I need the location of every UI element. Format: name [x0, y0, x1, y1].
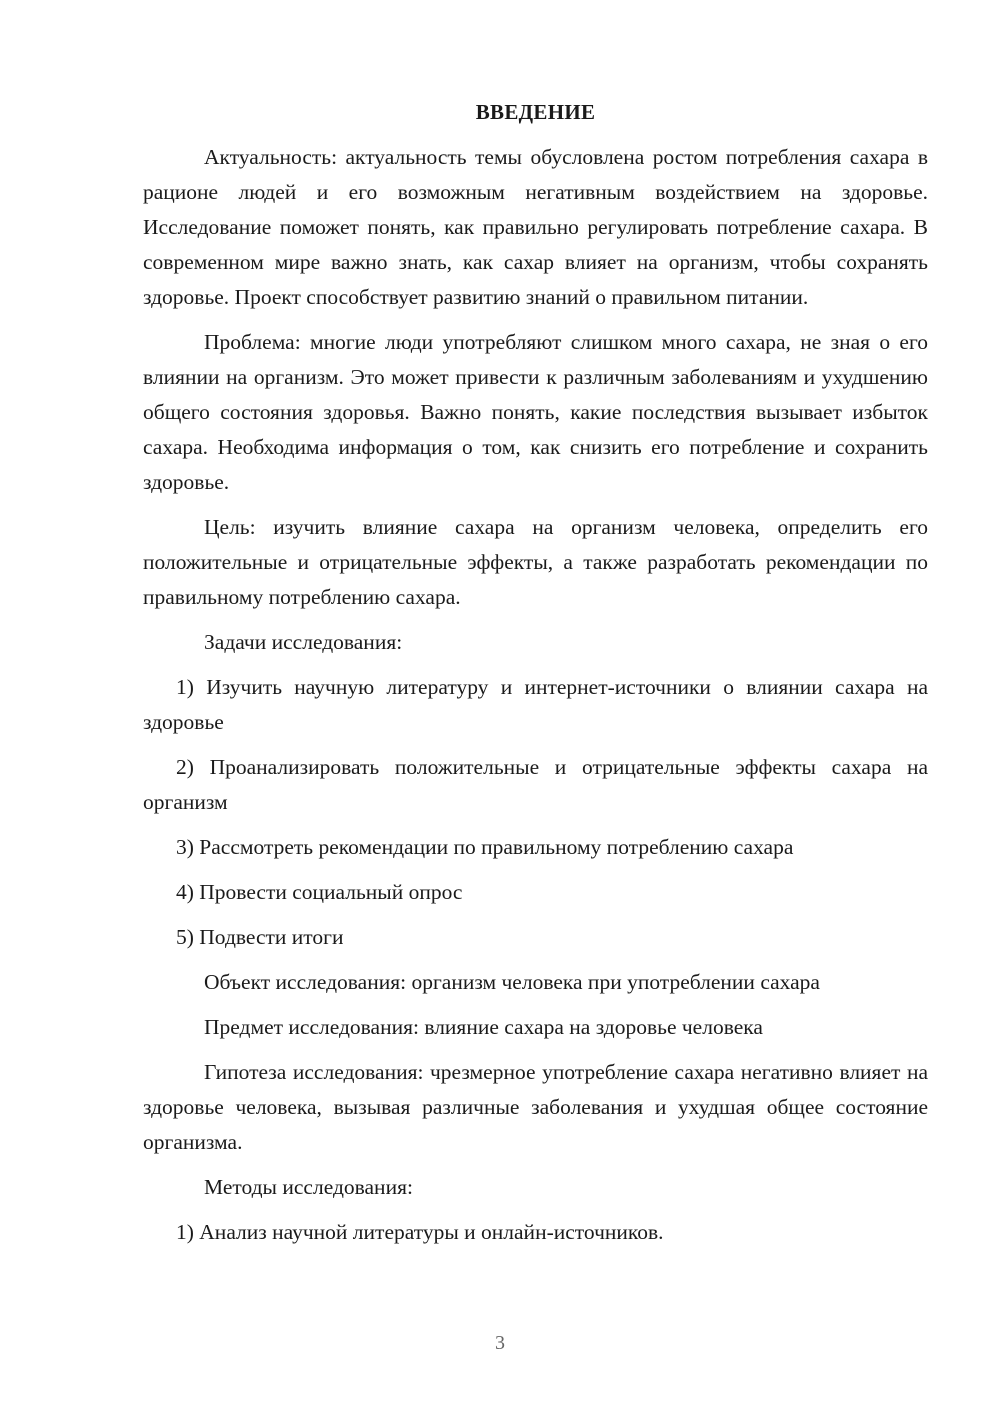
- paragraph-problem: Проблема: многие люди употребляют слишком много сахара, не зная о его влиянии на организм. Это может привести к различным заболеваниям и ухудшению общего состояния здоровья. Важно понять, какие последствия вызывает избыток сахара. Необходима информация о том, как снизить его потребление и сохранить здоровье.: [143, 330, 928, 494]
- paragraph-subject: Предмет исследования: влияние сахара на здоровье человека: [204, 1015, 763, 1039]
- methods-heading: Методы исследования:: [204, 1175, 413, 1199]
- task-item-4: 4) Провести социальный опрос: [176, 880, 463, 904]
- task-item-5: 5) Подвести итоги: [176, 925, 344, 949]
- paragraph-object: Объект исследования: организм человека при употреблении сахара: [204, 970, 820, 994]
- paragraph-goal: Цель: изучить влияние сахара на организм человека, определить его положительные и отрицательные эффекты, а также разработать рекомендации по правильному потреблению сахара.: [143, 515, 928, 609]
- method-item-1: 1) Анализ научной литературы и онлайн-источников.: [176, 1220, 664, 1244]
- tasks-heading: Задачи исследования:: [204, 630, 403, 654]
- task-item-2: 2) Проанализировать положительные и отрицательные эффекты сахара на организм: [143, 755, 928, 814]
- task-item-1: 1) Изучить научную литературу и интернет-источники о влиянии сахара на здоровье: [143, 675, 928, 734]
- task-item-3: 3) Рассмотреть рекомендации по правильному потреблению сахара: [176, 835, 794, 859]
- paragraph-hypothesis: Гипотеза исследования: чрезмерное употребление сахара негативно влияет на здоровье человека, вызывая различные заболевания и ухудшая общее состояние организма.: [143, 1060, 928, 1154]
- section-title: ВВЕДЕНИЕ: [475, 100, 596, 124]
- paragraph-relevance: Актуальность: актуальность темы обусловлена ростом потребления сахара в рационе людей и его возможным негативным воздействием на здоровье. Исследование поможет понять, как правильно регулировать потребление сахара. В современном мире важно знать, как сахар влияет на организм, чтобы сохранять здоровье. Проект способствует развитию знаний о правильном питании.: [143, 145, 928, 309]
- page-number: 3: [495, 1332, 505, 1354]
- document-page: [143, 95, 928, 1260]
